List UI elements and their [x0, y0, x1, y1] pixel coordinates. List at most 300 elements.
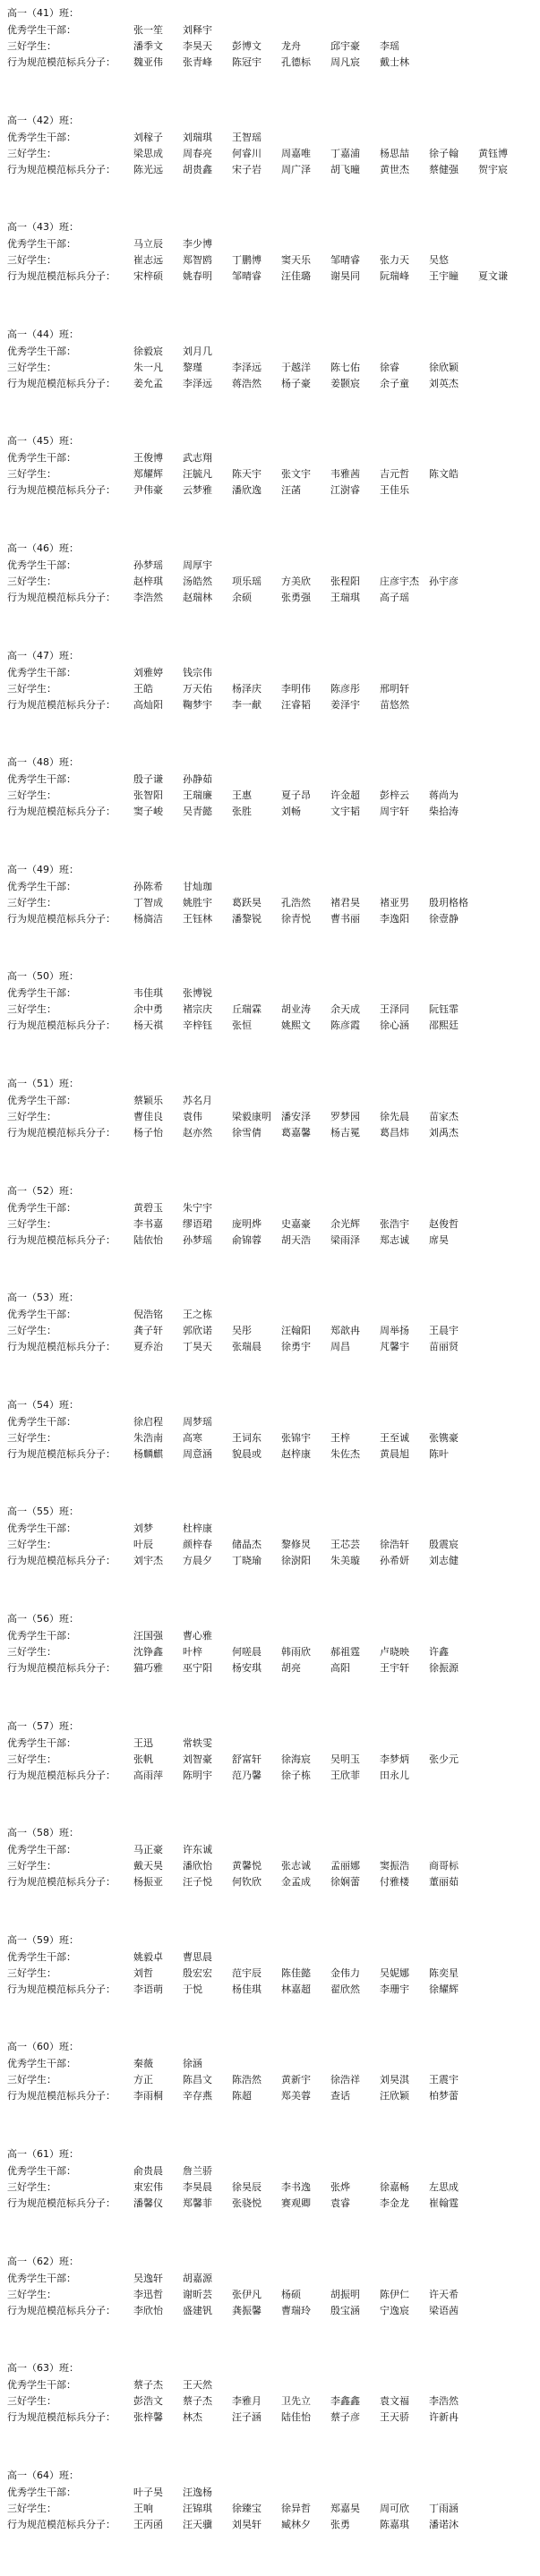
- student-name: 李鑫鑫: [330, 2395, 360, 2408]
- student-name: 徐欣颖: [429, 361, 459, 373]
- class-title: 高一（61）班：: [7, 2148, 79, 2160]
- student-name: 阮钰霏: [429, 1003, 459, 1016]
- student-name: 陈冠宇: [232, 56, 261, 68]
- cadre-label: 优秀学生干部：: [7, 987, 76, 1000]
- class-block: [7, 1611, 536, 1719]
- student-name: 褚君昊: [330, 896, 360, 908]
- student-name: 袁文福: [380, 2395, 409, 2408]
- class-title: 高一（62）班：: [7, 2255, 79, 2267]
- student-name: 姚毅卓: [133, 1950, 163, 1963]
- merit-names: [133, 2180, 536, 2195]
- model-label: 行为规范模范标兵分子：: [7, 484, 116, 497]
- student-name: 刘志健: [429, 1555, 459, 1567]
- merit-row: [7, 1110, 536, 1124]
- student-name: 徐壹静: [429, 912, 459, 925]
- student-name: 张锦宇: [281, 1431, 311, 1444]
- student-name: 王宇瞳: [429, 270, 459, 283]
- student-name: 钱宗伟: [183, 666, 212, 678]
- merit-row: [7, 575, 536, 589]
- student-name: 束宏伟: [133, 2181, 163, 2193]
- student-name: 李雅月: [232, 2395, 261, 2408]
- student-name: 何睿川: [232, 147, 261, 159]
- student-name: 徐昊辰: [232, 2181, 261, 2193]
- merit-row: [7, 1538, 536, 1552]
- class-block: [7, 1932, 536, 2040]
- cadre-row: [7, 2486, 536, 2500]
- student-name: 葛跃昊: [232, 896, 261, 908]
- class-title: 高一（58）班：: [7, 1827, 79, 1839]
- student-name: 马立辰: [133, 238, 163, 251]
- student-name: 王丙函: [133, 2518, 163, 2530]
- merit-names: [133, 2502, 536, 2516]
- student-name: 吴悠: [429, 254, 449, 267]
- student-name: 徐心涵: [380, 1019, 409, 1032]
- student-name: 彭梓云: [380, 789, 409, 802]
- student-name: 徐勇宇: [281, 1341, 311, 1353]
- model-row: [7, 1233, 536, 1248]
- student-name: 李泽远: [232, 361, 261, 373]
- student-name: 姜允孟: [133, 377, 163, 389]
- student-name: 孙梦瑶: [133, 559, 163, 571]
- student-name: 黎瑾: [183, 361, 202, 373]
- class-block: [7, 2360, 536, 2468]
- student-name: 汪睿韬: [281, 698, 311, 711]
- student-name: 李一献: [232, 698, 261, 711]
- merit-label: 三好学生：: [7, 1966, 56, 1979]
- student-name: 王钰林: [183, 912, 212, 925]
- model-label: 行为规范模范标兵分子：: [7, 2304, 116, 2316]
- student-name: 臧林夕: [281, 2518, 311, 2530]
- cadre-row: [7, 1843, 536, 1857]
- class-title: 高一（53）班：: [7, 1292, 79, 1304]
- merit-label: 三好学生：: [7, 2502, 56, 2514]
- model-label: 行为规范模范标兵分子：: [7, 912, 116, 925]
- merit-label: 三好学生：: [7, 1217, 56, 1230]
- student-name: 郑美蓉: [281, 2090, 311, 2103]
- student-name: 徐浩轩: [380, 1539, 409, 1551]
- student-name: 盛建钒: [183, 2304, 212, 2316]
- cadre-label: 优秀学生干部：: [7, 1950, 76, 1963]
- student-name: 殷子谦: [133, 773, 163, 786]
- student-name: 彭浩文: [133, 2395, 163, 2408]
- class-title: 高一（59）班：: [7, 1933, 79, 1946]
- cadre-names: [133, 1522, 536, 1536]
- student-name: 王欣菲: [330, 1769, 360, 1781]
- student-name: 高寒: [183, 1431, 202, 1444]
- cadre-label: 优秀学生干部：: [7, 452, 76, 465]
- cadre-names: [133, 559, 536, 573]
- student-name: 云梦雅: [183, 484, 212, 497]
- student-name: 周厚宇: [183, 559, 212, 571]
- student-name: 张文宇: [281, 468, 311, 481]
- student-name: 曹佳良: [133, 1111, 163, 1122]
- merit-names: [133, 575, 536, 589]
- student-name: 邹晴睿: [330, 254, 360, 267]
- student-name: 张梓馨: [133, 2411, 163, 2424]
- student-name: 王响: [133, 2502, 153, 2514]
- student-name: 李明伟: [281, 682, 311, 695]
- student-name: 徐涵: [183, 2058, 202, 2070]
- model-label: 行为规范模范标兵分子：: [7, 1876, 116, 1889]
- student-name: 高雨萍: [133, 1769, 163, 1781]
- student-name: 蔡颖乐: [133, 1095, 163, 1106]
- student-name: 陈文皓: [429, 468, 459, 481]
- student-name: 汪菡: [281, 484, 301, 497]
- student-name: 张烨: [330, 2181, 350, 2193]
- student-name: 黎修炅: [281, 1539, 311, 1551]
- cadre-names: [133, 772, 536, 787]
- student-name: 李瑶: [380, 40, 399, 52]
- class-block: [7, 648, 536, 755]
- cadre-row: [7, 1094, 536, 1108]
- class-block: [7, 755, 536, 862]
- student-name: 陈光远: [133, 163, 163, 175]
- student-name: 叶子昊: [133, 2486, 163, 2498]
- student-name: 陈彦霞: [330, 1019, 360, 1032]
- merit-row: [7, 2394, 536, 2409]
- student-name: 李泽远: [183, 377, 212, 389]
- student-name: 郝祖霆: [330, 1646, 360, 1658]
- cadre-row: [7, 131, 536, 145]
- cadre-label: 优秀学生干部：: [7, 238, 76, 251]
- cadre-row: [7, 666, 536, 680]
- cadre-names: [133, 1629, 536, 1643]
- cadre-row: [7, 1415, 536, 1429]
- student-name: 陈叶: [429, 1447, 449, 1460]
- model-names: [133, 2089, 536, 2103]
- class-title: 高一（49）班：: [7, 863, 79, 875]
- student-name: 朱浩南: [133, 1431, 163, 1444]
- student-name: 李少博: [183, 238, 212, 251]
- model-names: [133, 1233, 536, 1248]
- student-name: 褚宗庆: [183, 1003, 212, 1016]
- model-label: 行为规范模范标兵分子：: [7, 2090, 116, 2103]
- student-name: 沈铮鑫: [133, 1646, 163, 1658]
- model-names: [133, 2410, 536, 2425]
- cadre-label: 优秀学生干部：: [7, 2486, 76, 2498]
- student-name: 王宇轩: [380, 1662, 409, 1674]
- student-name: 苏名月: [183, 1095, 212, 1106]
- student-name: 张恒: [232, 1019, 252, 1032]
- student-name: 徐娴蕾: [330, 1876, 360, 1889]
- student-name: 胡业涛: [281, 1003, 311, 1016]
- student-name: 田永儿: [380, 1769, 409, 1781]
- student-name: 胡飞曈: [330, 163, 360, 175]
- student-name: 金伟力: [330, 1966, 360, 1979]
- cadre-label: 优秀学生干部：: [7, 131, 76, 143]
- merit-label: 三好学生：: [7, 468, 56, 481]
- student-name: 夏乔治: [133, 1341, 163, 1353]
- student-name: 周意涵: [183, 1447, 212, 1460]
- class-title: 高一（50）班：: [7, 970, 79, 983]
- cadre-names: [133, 451, 536, 465]
- merit-row: [7, 1002, 536, 1017]
- student-name: 胡贵鑫: [183, 163, 212, 175]
- merit-row: [7, 147, 536, 161]
- student-name: 范宇辰: [232, 1966, 261, 1979]
- student-name: 潘欣怡: [183, 1860, 212, 1872]
- student-name: 鞠梦宇: [183, 698, 212, 711]
- student-name: 范乃馨: [232, 1769, 261, 1781]
- class-block: [7, 1504, 536, 1611]
- student-name: 芃馨宇: [380, 1341, 409, 1353]
- merit-names: [133, 1217, 536, 1232]
- cadre-row: [7, 23, 536, 38]
- cadre-label: 优秀学生干部：: [7, 666, 76, 678]
- student-name: 秦薇: [133, 2058, 153, 2070]
- class-block: [7, 219, 536, 327]
- student-name: 杨佳琪: [232, 1983, 261, 1995]
- student-name: 姜颢宸: [330, 377, 360, 389]
- student-name: 潘安泽: [281, 1111, 311, 1122]
- model-row: [7, 1340, 536, 1354]
- cadre-row: [7, 1522, 536, 1536]
- student-name: 付雅楼: [380, 1876, 409, 1889]
- student-name: 梁语茜: [429, 2304, 459, 2316]
- student-name: 宋子岩: [232, 163, 261, 175]
- student-name: 曹书丽: [330, 912, 360, 925]
- student-name: 余光辉: [330, 1217, 360, 1230]
- merit-row: [7, 2180, 536, 2195]
- student-name: 陈佳懿: [281, 1966, 311, 1979]
- student-name: 汪子悦: [183, 1876, 212, 1889]
- model-row: [7, 2410, 536, 2425]
- student-name: 徐臻宝: [232, 2502, 261, 2514]
- student-name: 许鑫: [429, 1646, 449, 1658]
- model-row: [7, 2304, 536, 2318]
- class-block: [7, 2468, 536, 2575]
- student-name: 汪佳璐: [281, 270, 311, 283]
- cadre-label: 优秀学生干部：: [7, 2165, 76, 2177]
- student-name: 韩雨欣: [281, 1646, 311, 1658]
- model-label: 行为规范模范标兵分子：: [7, 2518, 116, 2530]
- student-name: 林杰: [183, 2411, 202, 2424]
- student-name: 甘灿珈: [183, 880, 212, 892]
- student-name: 张青峰: [183, 56, 212, 68]
- merit-names: [133, 896, 536, 910]
- student-name: 杨安琪: [232, 1662, 261, 1674]
- student-name: 庄彦宇杰: [380, 576, 419, 587]
- student-name: 韦雅茜: [330, 468, 360, 481]
- student-name: 卫先立: [281, 2395, 311, 2408]
- model-label: 行为规范模范标兵分子：: [7, 1447, 116, 1460]
- model-row: [7, 1875, 536, 1889]
- model-names: [133, 805, 536, 819]
- student-name: 俞锦蓉: [232, 1233, 261, 1246]
- student-name: 朱宁宇: [183, 1201, 212, 1214]
- student-name: 曹心雅: [183, 1630, 212, 1642]
- student-name: 戴士林: [380, 56, 409, 68]
- cadre-label: 优秀学生干部：: [7, 773, 76, 786]
- student-name: 吴明玉: [330, 1753, 360, 1765]
- model-row: [7, 377, 536, 391]
- student-name: 猫巧雅: [133, 1662, 163, 1674]
- merit-row: [7, 1217, 536, 1232]
- student-name: 刘智豪: [183, 1753, 212, 1765]
- cadre-label: 优秀学生干部：: [7, 1523, 76, 1535]
- model-label: 行为规范模范标兵分子：: [7, 1555, 116, 1567]
- class-title: 高一（56）班：: [7, 1613, 79, 1625]
- merit-label: 三好学生：: [7, 40, 56, 52]
- student-name: 丁鹏博: [232, 254, 261, 267]
- merit-names: [133, 467, 536, 482]
- student-name: 方正: [133, 2074, 153, 2086]
- student-name: 曹瑞玲: [281, 2304, 311, 2316]
- student-name: 宋梓硕: [133, 270, 163, 283]
- model-names: [133, 912, 536, 926]
- student-name: 陆依怡: [133, 1233, 163, 1246]
- student-name: 张浩宇: [380, 1217, 409, 1230]
- student-name: 周凡宸: [330, 56, 360, 68]
- model-names: [133, 2196, 536, 2211]
- merit-row: [7, 1966, 536, 1981]
- model-names: [133, 698, 536, 712]
- student-name: 杨振亚: [133, 1876, 163, 1889]
- student-name: 汪欣颖: [380, 2090, 409, 2103]
- student-name: 吴彤: [232, 1325, 252, 1337]
- student-name: 汪逸杨: [183, 2486, 212, 2498]
- class-title: 高一（64）班：: [7, 2469, 79, 2481]
- student-name: 朱美璇: [330, 1555, 360, 1567]
- student-name: 李珊宇: [380, 1983, 409, 1995]
- student-name: 孔浩然: [281, 896, 311, 908]
- student-name: 黄钰博: [478, 147, 508, 159]
- student-name: 高子瑶: [380, 592, 409, 603]
- model-label: 行为规范模范标兵分子：: [7, 1019, 116, 1032]
- cadre-names: [133, 986, 536, 1001]
- cadre-names: [133, 666, 536, 680]
- student-name: 徐澍阳: [281, 1555, 311, 1567]
- model-names: [133, 1340, 536, 1354]
- student-name: 王瑞廉: [183, 789, 212, 802]
- student-name: 朱一凡: [133, 361, 163, 373]
- model-names: [133, 1661, 536, 1676]
- class-block: [7, 2039, 536, 2146]
- student-name: 郑歆冉: [330, 1325, 360, 1337]
- class-title: 高一（52）班：: [7, 1184, 79, 1197]
- class-block: [7, 433, 536, 541]
- cadre-names: [133, 1094, 536, 1108]
- student-name: 江澍睿: [330, 484, 360, 497]
- merit-label: 三好学生：: [7, 2288, 56, 2300]
- cadre-names: [133, 1308, 536, 1322]
- student-name: 陈嘉琪: [380, 2518, 409, 2530]
- merit-names: [133, 2073, 536, 2087]
- cadre-label: 优秀学生干部：: [7, 1630, 76, 1642]
- cadre-row: [7, 451, 536, 465]
- student-name: 徐海宸: [281, 1753, 311, 1765]
- student-name: 林嘉超: [281, 1983, 311, 1995]
- student-name: 王皓: [133, 682, 153, 695]
- student-name: 殷震宸: [429, 1539, 459, 1551]
- class-title: 高一（46）班：: [7, 542, 79, 554]
- merit-names: [133, 1110, 536, 1124]
- merit-row: [7, 1859, 536, 1873]
- student-name: 刘英杰: [429, 377, 459, 389]
- class-title: 高一（57）班：: [7, 1719, 79, 1732]
- student-name: 丁智成: [133, 896, 163, 908]
- student-name: 金孟成: [281, 1876, 311, 1889]
- model-row: [7, 55, 536, 70]
- student-name: 窦子峻: [133, 806, 163, 818]
- student-name: 周昌: [330, 1341, 350, 1353]
- merit-label: 三好学生：: [7, 2395, 56, 2408]
- student-name: 王瑞琪: [330, 592, 360, 603]
- cadre-label: 优秀学生干部：: [7, 1415, 76, 1428]
- student-name: 郑馨菲: [183, 2197, 212, 2209]
- merit-row: [7, 789, 536, 803]
- student-name: 杨旖洁: [133, 912, 163, 925]
- cadre-names: [133, 237, 536, 252]
- student-name: 蔡子杰: [183, 2395, 212, 2408]
- model-row: [7, 1661, 536, 1676]
- merit-names: [133, 1859, 536, 1873]
- model-names: [133, 1554, 536, 1568]
- student-name: 张伊凡: [232, 2288, 261, 2300]
- student-name: 赵梓琪: [133, 576, 163, 587]
- student-name: 赛观卿: [281, 2197, 311, 2209]
- merit-label: 三好学生：: [7, 1646, 56, 1658]
- merit-names: [133, 39, 536, 54]
- student-name: 叶梓: [183, 1646, 202, 1658]
- student-name: 黄碧玉: [133, 1201, 163, 1214]
- cadre-label: 优秀学生干部：: [7, 1201, 76, 1214]
- student-name: 刘禹杰: [429, 1127, 459, 1139]
- student-name: 杨麟麒: [133, 1447, 163, 1460]
- student-name: 吴妮娜: [380, 1966, 409, 1979]
- model-label: 行为规范模范标兵分子：: [7, 806, 116, 818]
- student-name: 武志翔: [183, 452, 212, 465]
- student-name: 席昊: [429, 1233, 449, 1246]
- model-label: 行为规范模范标兵分子：: [7, 592, 116, 603]
- model-row: [7, 1769, 536, 1783]
- student-name: 刘释宇: [183, 24, 212, 36]
- student-name: 李迅哲: [133, 2288, 163, 2300]
- student-name: 郑嘉昊: [330, 2502, 360, 2514]
- student-name: 项乐瑶: [232, 576, 261, 587]
- student-name: 徐毅宸: [133, 345, 163, 357]
- cadre-row: [7, 880, 536, 894]
- student-name: 陈伊仁: [380, 2288, 409, 2300]
- student-name: 丁雨涵: [429, 2502, 459, 2514]
- model-label: 行为规范模范标兵分子：: [7, 2411, 116, 2424]
- cadre-label: 优秀学生干部：: [7, 559, 76, 571]
- student-name: 于越洋: [281, 361, 311, 373]
- student-name: 周广泽: [281, 163, 311, 175]
- student-name: 刘昊轩: [232, 2518, 261, 2530]
- student-name: 高灿阳: [133, 698, 163, 711]
- cadre-label: 优秀学生干部：: [7, 1844, 76, 1856]
- model-row: [7, 1126, 536, 1140]
- student-name: 孙静茹: [183, 773, 212, 786]
- student-name: 李雨桐: [133, 2090, 163, 2103]
- cadre-label: 优秀学生干部：: [7, 345, 76, 357]
- cadre-label: 优秀学生干部：: [7, 1095, 76, 1106]
- student-name: 夏文谦: [478, 270, 508, 283]
- student-name: 李梦炳: [380, 1753, 409, 1765]
- student-name: 黄馨悦: [232, 1860, 261, 1872]
- student-name: 辛梓钰: [183, 1019, 212, 1032]
- student-name: 周可欣: [380, 2502, 409, 2514]
- cadre-label: 优秀学生干部：: [7, 880, 76, 892]
- student-name: 刘瑞琪: [183, 131, 212, 143]
- merit-names: [133, 1431, 536, 1446]
- student-name: 尹伟豪: [133, 484, 163, 497]
- student-name: 卢晓映: [380, 1646, 409, 1658]
- cadre-row: [7, 2378, 536, 2393]
- student-name: 蒋尚为: [429, 789, 459, 802]
- student-name: 曹思晨: [183, 1950, 212, 1963]
